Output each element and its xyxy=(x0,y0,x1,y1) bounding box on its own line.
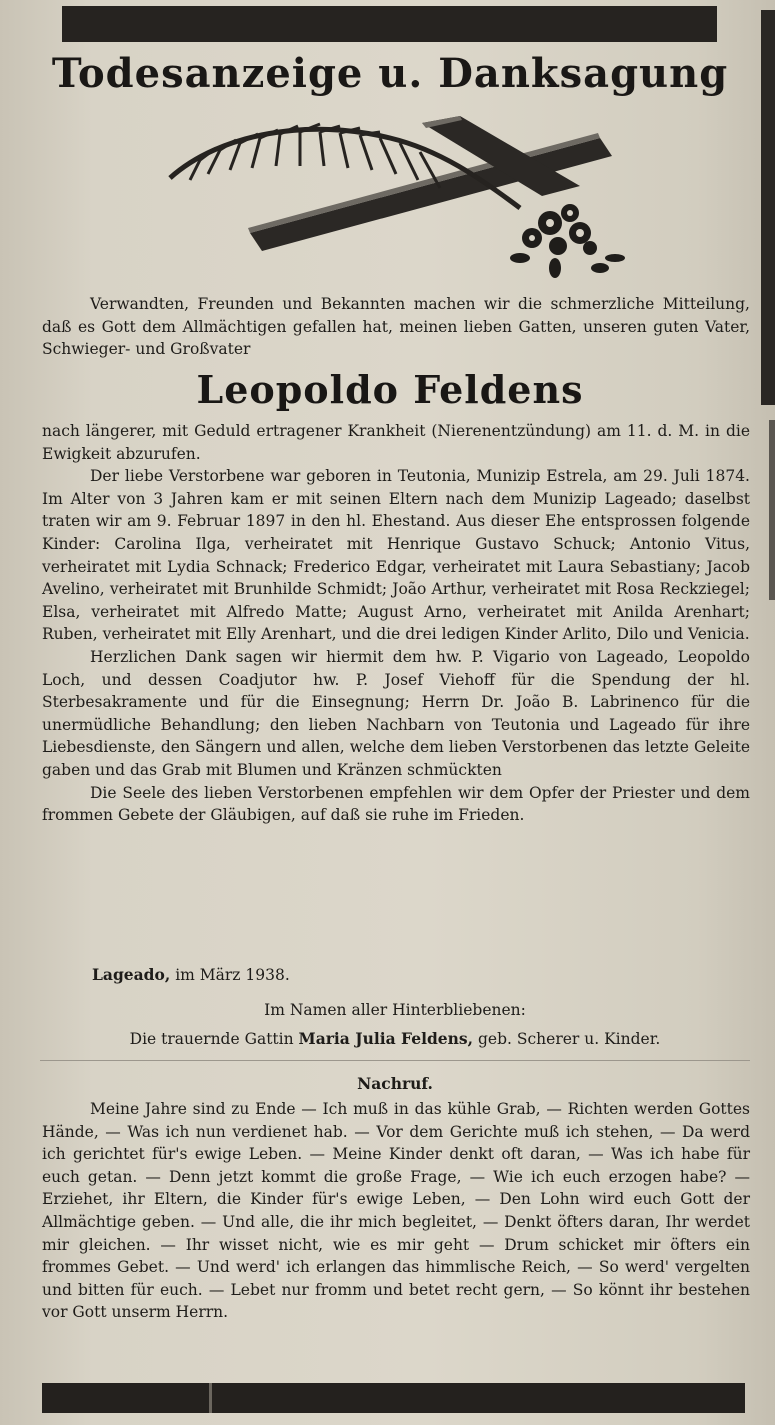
nachruf-section xyxy=(42,1098,750,1324)
place-and-date xyxy=(92,964,492,986)
page-edge-shadow xyxy=(761,10,775,405)
body-paragraph-1: nach längerer, mit Geduld ertragener Krankheit (Nierenentzündung) am 11. d. M. in die Ewigkeit abzurufen. xyxy=(42,422,750,463)
intro-text: Verwandten, Freunden und Bekannten machen wir die schmerzliche Mitteilung, daß es Gott dem Allmächtigen gefallen hat, meinen lieben Gatten, unseren guten Vater, Schwieger- und Großvater xyxy=(42,295,750,359)
signer-prefix: Die trauernde Gattin xyxy=(129,1030,294,1048)
deceased-name: Leopoldo Feldens xyxy=(196,367,584,412)
bottom-bar-gap xyxy=(209,1383,212,1413)
announcement-title: Todesanzeige u. Danksagung xyxy=(51,50,729,97)
names-heading: Im Namen aller Hinterbliebenen: xyxy=(264,1001,526,1019)
signer-name: Maria Julia Feldens, xyxy=(298,1029,474,1048)
page-edge-shadow-lower xyxy=(769,420,775,600)
date: im März 1938. xyxy=(175,966,290,984)
signer-line xyxy=(40,1028,750,1050)
announcement-body xyxy=(42,420,750,827)
intro-paragraph xyxy=(42,293,750,361)
section-divider xyxy=(40,1060,750,1061)
nachruf-text: Meine Jahre sind zu Ende — Ich muß in das kühle Grab, — Richten werden Gottes Hände, — Was ich nun verdienet hab. — Vor dem Gerichte muß ich stehen, — Da werd ich gerichtet für's ewige Leben. — Meine Kinder denkt oft daran, — Was ich habe für euch getan. — Denn jetzt kommt die große Frage, — Wie ich euch erzogen habe? — Erziehet, ihr Eltern, die Kinder für's ewige Leben, — Den Lohn wird euch Gott der Allmächtige geben. — Und alle, die ihr mich begleitet, — Denkt öfters daran, Ihr werdet mir gleichen. — Ihr wisset nicht, wie es mir geht — Drum schicket mir öfters ein frommes Gebet. — Und werd' ich erlangen das himmlische Reich, — So werd' vergelten und bitten für euch. — Lebet nur fromm und betet recht gern, — So könnt ihr bestehen vor Gott unserm Herrn. xyxy=(42,1100,750,1322)
cross-and-palm-icon xyxy=(160,108,640,298)
signer-suffix: geb. Scherer u. Kinder. xyxy=(478,1030,661,1048)
place: Lageado, xyxy=(92,965,171,984)
bottom-mourning-bar xyxy=(42,1383,745,1413)
body-paragraph-3: Herzlichen Dank sagen wir hiermit dem hw. P. Vigario von Lageado, Leopoldo Loch, und dessen Coadjutor hw. P. Josef Viehoff für die Spendung der hl. Sterbesakramente und für die Einsegnung; Herrn Dr. João B. Labrinenco für die unermüdliche Behandlung; den lieben Nachbarn von Teutonia und Lageado für ihre Liebesdienste, den Sängern und allen, welche dem lieben Verstorbenen das letzte Geleite gaben und das Grab mit Blumen und Kränzen schmückten xyxy=(42,647,750,779)
body-paragraph-2: Der liebe Verstorbene war geboren in Teutonia, Munizip Estrela, am 29. Juli 1874. Im Alter von 3 Jahren kam er mit seinen Eltern nach dem Munizip Lageado; daselbst traten wir am 9. Februar 1897 in den hl. Ehestand. Aus dieser Ehe entsprossen folgende Kinder: Carolina Ilga, verheiratet mit Henrique Gustavo Schuck; Antonio Vitus, verheiratet mit Lydia Schnack; Frederico Edgar, verheiratet mit Laura Sebastiany; Jacob Avelino, verheiratet mit Brunhilde Schmidt; João Arthur, verheiratet mit Rosa Reckziegel; Elsa, verheiratet mit Alfredo Matte; August Arno, verheiratet mit Anilda Arenhart; Ruben, verheiratet mit Elly Arenhart, und die drei ledigen Kinder Arlito, Dilo und Venicia. xyxy=(42,467,750,644)
body-paragraph-4: Die Seele des lieben Verstorbenen empfehlen wir dem Opfer der Priester und dem frommen Gebete der Gläubigen, auf daß sie ruhe im Frieden. xyxy=(42,783,750,825)
top-mourning-bar xyxy=(62,6,717,42)
nachruf-title: Nachruf. xyxy=(357,1074,433,1093)
